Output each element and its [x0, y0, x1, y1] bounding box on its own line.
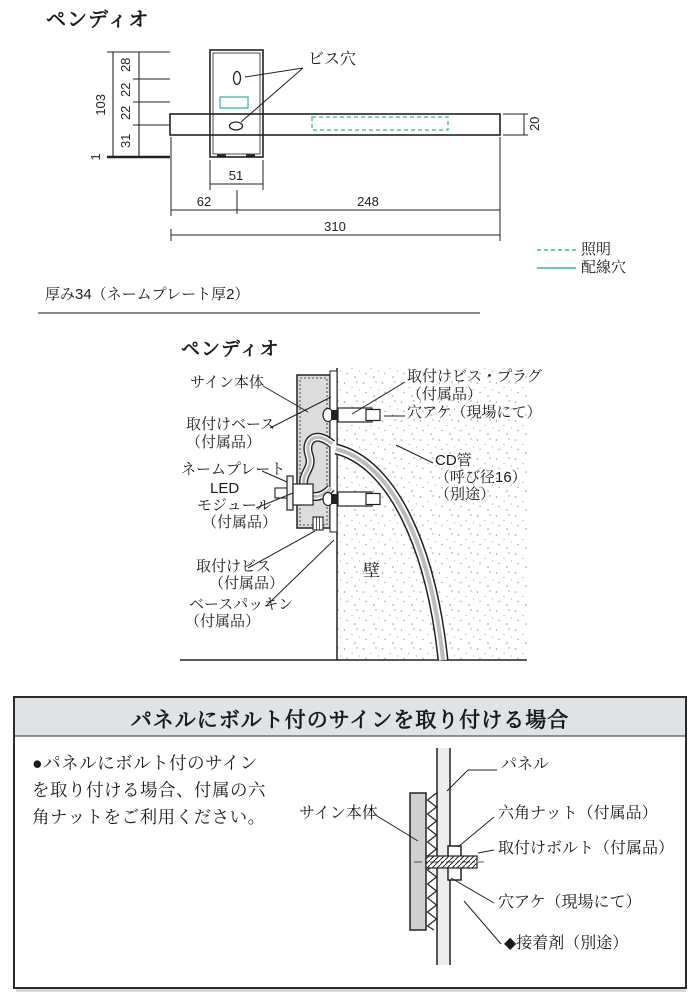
dim-20: 20 [527, 116, 543, 132]
cd-pipe-sub: （別途） [435, 486, 496, 503]
panel-box-text-line3: 角ナットをご利用ください。 [32, 807, 266, 827]
dim-31: 31 [118, 133, 134, 149]
lighting-zone-dashed [312, 117, 448, 130]
legend-wiring-hole-label: 配線穴 [581, 259, 627, 276]
wall-label: 壁 [363, 561, 380, 580]
led-label: LED [210, 480, 240, 497]
panel-label: パネル [501, 756, 550, 773]
dim-1: 1 [88, 153, 104, 161]
anchor-screw-top [323, 408, 380, 422]
dim-22b: 22 [118, 105, 134, 121]
led-module-label: モジュール [197, 497, 272, 514]
dim-51: 51 [228, 168, 244, 183]
dim-28: 28 [118, 57, 134, 73]
screw-hole-top [234, 72, 241, 85]
cd-pipe-dia-label: （呼び径16） [435, 469, 527, 486]
cd-pipe-label: CD管 [435, 452, 472, 469]
mount-bolt-label: 取付けボルト（付属品） [498, 840, 675, 857]
anchor-screw-bottom [323, 492, 380, 506]
legend-lighting-label: 照明 [581, 241, 612, 258]
base-packing-label: ベースパッキン [189, 596, 294, 613]
led-sub: （付属品） [202, 514, 278, 531]
mount-screw-label: 取付けビス [196, 558, 272, 575]
hole-onsite-label: 穴アケ（現場にて） [407, 404, 542, 421]
section-title: ペンディオ [181, 339, 280, 360]
bottom-foot [313, 517, 323, 530]
hex-nut-label: 六角ナット（付属品） [498, 805, 658, 822]
panel-sign-body-label: サイン本体 [299, 805, 378, 822]
adhesive-label: ◆接着剤（別途） [504, 935, 629, 952]
front-view-plate [210, 50, 263, 158]
panel-box-text-line1: ●パネルにボルト付のサイン [32, 753, 258, 773]
top-title: ペンディオ [46, 9, 150, 31]
mount-screw-sub: （付属品） [209, 575, 285, 592]
panel-hole-onsite-label: 穴アケ（現場にて） [498, 894, 642, 911]
screw-hole-bar [230, 122, 243, 130]
mount-base-sub: （付属品） [186, 434, 262, 451]
bar-height-dim [503, 114, 528, 135]
panel-box-text-line2: を取り付ける場合、付属の六 [32, 780, 266, 800]
screw-plug-label: 取付けビス・プラグ [407, 368, 543, 385]
dim-103: 103 [93, 93, 109, 116]
dim-62: 62 [196, 194, 212, 209]
mount-base-label: 取付けベース [186, 416, 276, 433]
panel-sign-body [410, 793, 426, 930]
panel-box-title: パネルにボルト付のサインを取り付ける場合 [130, 709, 570, 732]
base-packing-sub: （付属品） [185, 613, 261, 630]
sign-body-label: サイン本体 [190, 374, 264, 391]
screw-hole-label: ビス穴 [308, 51, 357, 68]
dim-248: 248 [357, 194, 379, 209]
thickness-note: 厚み34（ネームプレート厚2） [45, 286, 250, 303]
dim-310: 310 [324, 219, 346, 234]
nameplate-label: ネームプレート [181, 461, 286, 478]
screw-plug-sub: （付属品） [407, 386, 483, 403]
dim-22a: 22 [118, 82, 134, 98]
vertical-dimension-lines [107, 52, 170, 158]
